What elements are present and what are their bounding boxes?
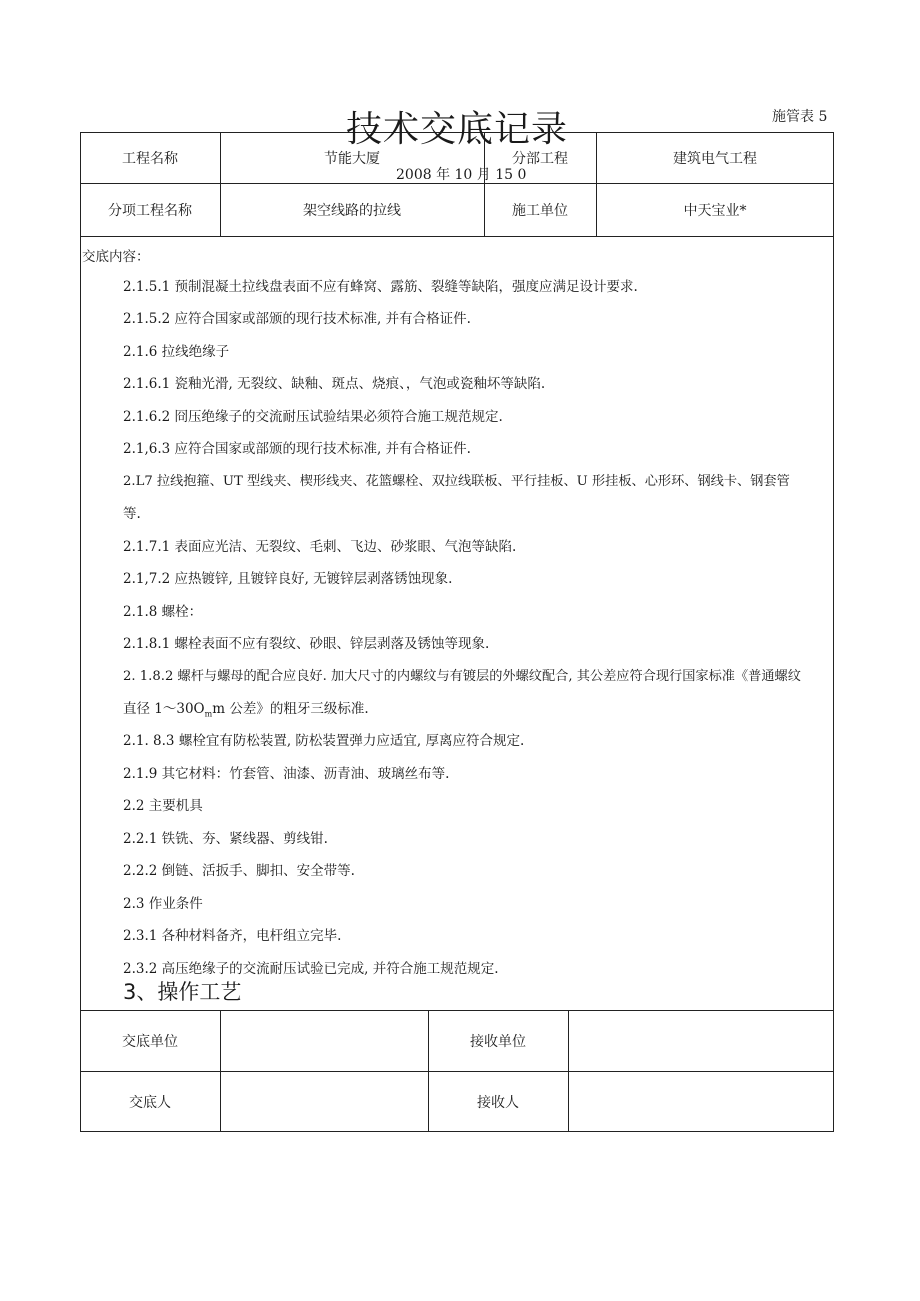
content-line: 2.2.2 倒链、活扳手、脚扣、安全带等.: [123, 863, 355, 879]
issuer-unit-label: 交底单位: [122, 1033, 178, 1050]
content-line: 2.3 作业条件: [123, 896, 203, 912]
content-line: 2.1.6 拉线绝缘子: [123, 344, 230, 360]
receiver-unit-field[interactable]: [568, 1010, 834, 1071]
content-line: 2.3.2 高压绝缘子的交流耐压试验已完成, 并符合施工规范规定.: [123, 961, 499, 977]
content-label: 交底内容：: [82, 249, 150, 265]
content-line: 2.L7 拉线抱箍、UT 型线夹、楔形线夹、花篮螺栓、双拉线联板、平行挂板、U 形挂板、心形环、钢线卡、钢套管: [123, 474, 790, 489]
issuer-unit-field[interactable]: [220, 1010, 428, 1071]
form-number: 施管表 5: [772, 109, 828, 125]
subitem-label: 分项工程名称: [108, 202, 192, 219]
content-line: 2.1,6.3 应符合国家或部颁的现行技术标准, 并有合格证件.: [123, 441, 471, 457]
content-line-part: 直径 1～30O: [123, 701, 205, 717]
content-line: 2.2.1 铁铣、夯、紧线器、剪线钳.: [123, 831, 328, 847]
project-name-label: 工程名称: [122, 150, 178, 167]
content-line: 2.3.1 各种材料备齐，电杆组立完毕.: [123, 928, 342, 944]
subitem-value: 架空线路的拉线: [303, 202, 401, 219]
content-line: 2.1.6.2 冏压绝缘子的交流耐压试验结果必须符合施工规范规定.: [123, 409, 503, 425]
content-line: 2.1.5.1 预制混凝土拉线盘表面不应有蜂窝、露筋、裂缝等缺陷，强度应满足设计要求.: [123, 279, 638, 295]
page-title: 技术交底记录: [346, 109, 569, 150]
content-line: 等.: [123, 506, 141, 522]
content-line: 2. 1.8.2 螺杆与螺母的配合应良好. 加大尺寸的内螺纹与有镀层的外螺纹配合, 其公差应符合现行国家标准《普通螺纹: [123, 669, 801, 684]
receiver-unit-label: 接收单位: [470, 1033, 526, 1050]
content-line: 2.1.7.1 表面应光洁、无裂纹、毛刺、飞边、砂浆眼、气泡等缺陷.: [123, 539, 517, 555]
receiver-label: 接收人: [477, 1094, 519, 1111]
subscript-m: m: [204, 709, 213, 719]
issuer-label: 交底人: [129, 1094, 171, 1111]
content-line: 2.1.9 其它材料：竹套管、油漆、沥青油、玻璃丝布等.: [123, 766, 450, 782]
content-line: 2.2 主要机具: [123, 798, 203, 814]
content-line: 2.1. 8.3 螺栓宜有防松装置, 防松装置弹力应适宜, 厚离应符合规定.: [123, 733, 525, 749]
content-line: 2.1,7.2 应热镀锌, 且镀锌良好, 无镀锌层剥落锈蚀现象.: [123, 571, 453, 587]
content-line: 2.1.8.1 螺栓表面不应有裂纹、砂眼、锌层剥落及锈蚀等现象.: [123, 636, 490, 652]
contractor-value: 中天宝业*: [683, 202, 747, 219]
division-value: 建筑电气工程: [673, 150, 757, 167]
content-line-part: m 公差》的粗牙三级标准.: [212, 701, 369, 717]
table-divider: [80, 236, 834, 237]
receiver-field[interactable]: [568, 1071, 834, 1132]
record-date: 2008 年 10 月 15 0: [396, 167, 527, 183]
content-line: 2.1.6.1 瓷釉光滑, 无裂纹、缺釉、斑点、烧痕、，气泡或瓷釉坏等缺陷.: [123, 376, 546, 392]
content-line: 2.1.5.2 应符合国家或部颁的现行技术标准, 并有合格证件.: [123, 311, 471, 327]
project-name-value: 节能大厦: [324, 151, 380, 167]
issuer-field[interactable]: [220, 1071, 428, 1132]
section-heading: 3、操作工艺: [123, 980, 242, 1004]
content-line: 2.1.8 螺栓：: [123, 604, 203, 620]
contractor-label: 施工单位: [512, 202, 568, 219]
content-line: [123, 697, 369, 719]
division-label: 分部工程: [512, 150, 568, 167]
